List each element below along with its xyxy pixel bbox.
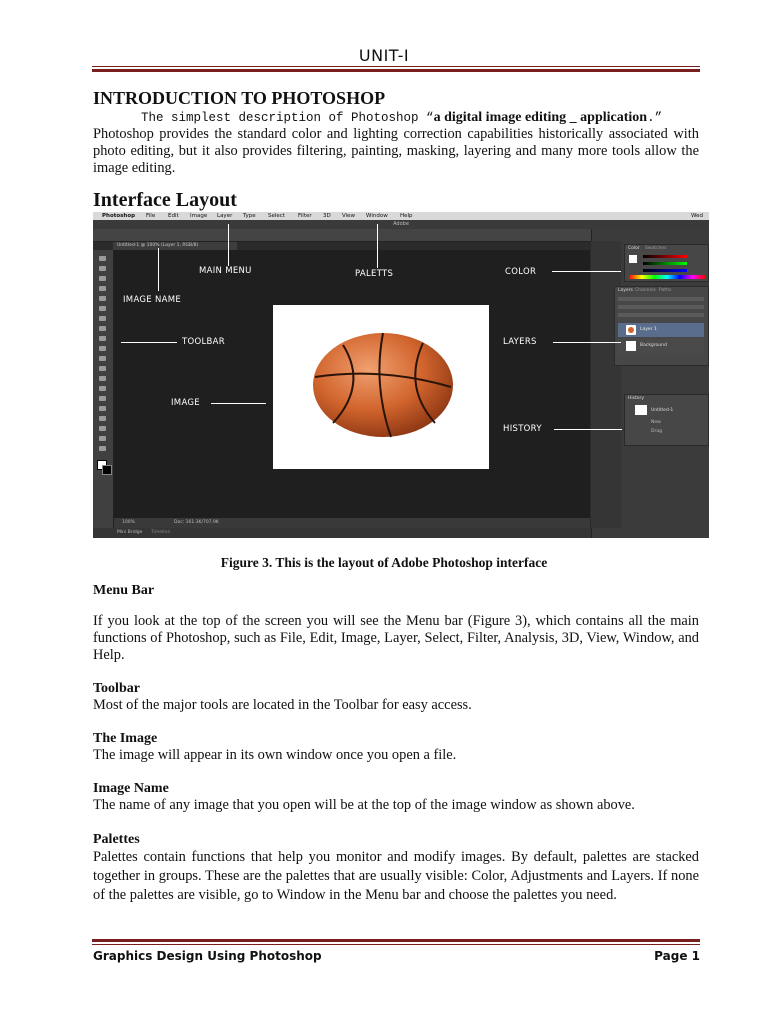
ps-tab-timeline: Timeline — [151, 530, 171, 535]
history-pointer-line — [554, 429, 622, 430]
interface-heading: Interface Layout — [93, 189, 237, 211]
palettes-body: Palettes contain functions that help you monitor and modify images. By default, palettes are stacked together in groups. These are the palettes that are usually visible: Color, Adjustments and Layers. If none of the palettes are visible, go to Window in the Menu bar and choose the palettes you need. — [93, 849, 699, 903]
intro-heading: INTRODUCTION TO PHOTOSHOP — [93, 88, 386, 108]
color-ramp — [629, 275, 705, 279]
layers-filter-row — [618, 297, 704, 301]
intro-lead-bold: a digital image editing _ application — [433, 110, 648, 125]
quick-select-tool-icon — [99, 286, 106, 291]
red-slider — [643, 255, 687, 258]
intro-lead — [93, 109, 699, 127]
ps-tab-mini-bridge: Mini Bridge — [117, 530, 143, 535]
ps-menu-view: View — [342, 213, 356, 219]
footer-rule-thin — [92, 944, 700, 945]
background-layer-label: Background — [640, 343, 667, 348]
image-name-body: The name of any image that you open will be at the top of the image window as shown above. — [93, 797, 635, 813]
paths-tab: Paths — [659, 288, 672, 293]
ps-menubar — [93, 212, 709, 220]
healing-tool-icon — [99, 316, 106, 321]
basketball-image — [273, 305, 489, 469]
image-annotation: IMAGE — [171, 398, 200, 408]
ps-menu-edit: Edit — [168, 213, 179, 219]
eraser-tool-icon — [99, 356, 106, 361]
layers-panel — [614, 286, 709, 366]
history-snapshot-thumbnail — [635, 405, 647, 415]
brush-tool-icon — [99, 326, 106, 331]
history-step-new: New — [651, 420, 661, 425]
lasso-tool-icon — [99, 276, 106, 281]
footer-page-number: Page 1 — [654, 949, 700, 963]
toolbar-heading: Toolbar — [93, 681, 140, 696]
menu-bar-body: If you look at the top of the screen you will see the Menu bar (Figure 3), which contains all the main functions of Photoshop, such as File, Edit, Image, Layer, Select, Filter, Analysis, 3D, View, Window, and Help. — [93, 613, 699, 663]
document-canvas — [273, 305, 489, 469]
ps-menu-3d: 3D — [323, 213, 331, 219]
green-slider — [643, 262, 687, 265]
image-name-pointer-line — [158, 248, 159, 291]
ps-window-title: Adobe — [93, 220, 709, 229]
marquee-tool-icon — [99, 266, 106, 271]
history-step-drag: Drag — [651, 429, 662, 434]
ps-status-bar — [114, 518, 590, 528]
image-pointer-line — [211, 403, 266, 404]
layer1-label: Layer 1 — [640, 327, 657, 332]
ps-menu-select: Select — [268, 213, 285, 219]
ps-toolbar — [93, 250, 114, 538]
intro-lead-end: .” — [647, 111, 663, 125]
header-rule-thick — [92, 69, 700, 72]
ps-menu-image: Image — [190, 213, 208, 219]
blue-slider — [643, 269, 687, 272]
layers-pointer-line — [553, 342, 621, 343]
eyedropper-tool-icon — [99, 306, 106, 311]
color-panel-swatch — [629, 255, 637, 263]
color-panel — [624, 244, 709, 282]
channels-tab: Channels — [635, 288, 656, 293]
history-snapshot-label: Untitled-1 — [651, 408, 674, 413]
palettes-annotation: PALETTS — [355, 269, 394, 279]
footer-rule-thick — [92, 939, 700, 942]
image-name-heading: Image Name — [93, 781, 169, 796]
layer1-thumbnail — [626, 325, 636, 335]
color-annotation: COLOR — [505, 267, 537, 277]
intro-body: Photoshop provides the standard color and lighting correction capabilities historically associated with photo editing, but it also provides filtering, painting, masking, layering and many more tools allow the image editing. — [93, 126, 699, 176]
toolbar-body: Most of the major tools are located in the Toolbar for easy access. — [93, 697, 472, 713]
toolbar-annotation: TOOLBAR — [182, 337, 225, 347]
main-menu-pointer-line — [228, 224, 229, 266]
menu-bar-heading: Menu Bar — [93, 583, 155, 598]
dodge-tool-icon — [99, 386, 106, 391]
palettes-pointer-line — [377, 224, 378, 268]
figure-caption: Figure 3. This is the layout of Adobe Photoshop interface — [220, 555, 548, 570]
the-image-body: The image will appear in its own window once you open a file. — [93, 747, 457, 763]
ps-menu-clock: Wed — [691, 213, 703, 219]
layers-blend-row — [618, 305, 704, 309]
layers-lock-row — [618, 313, 704, 317]
layer-row-layer1 — [618, 323, 704, 337]
zoom-tool-icon — [99, 446, 106, 451]
blur-tool-icon — [99, 376, 106, 381]
stamp-tool-icon — [99, 336, 106, 341]
ps-menu-window: Window — [366, 213, 388, 219]
ps-panel-icon-strip — [591, 241, 621, 528]
shape-tool-icon — [99, 426, 106, 431]
intro-lead-text: The simplest description of Photoshop “ — [141, 111, 434, 125]
ps-doc-tab: Untitled-1 @ 100% (Layer 1, RGB/8) — [113, 242, 237, 250]
background-thumbnail — [626, 341, 636, 351]
ps-menu-app: Photoshop — [102, 213, 136, 219]
path-select-tool-icon — [99, 416, 106, 421]
ps-menu-file: File — [146, 213, 156, 219]
footer-course-title: Graphics Design Using Photoshop — [93, 949, 322, 963]
layers-annotation: LAYERS — [503, 337, 537, 347]
unit-title: UNIT-I — [358, 46, 410, 65]
ps-menu-help: Help — [400, 213, 413, 219]
header-rule-thin — [92, 66, 700, 67]
palettes-heading: Palettes — [93, 832, 140, 847]
move-tool-icon — [99, 256, 106, 261]
history-tab: History — [628, 396, 645, 401]
toolbar-pointer-line — [121, 342, 177, 343]
ps-menu-layer: Layer — [217, 213, 233, 219]
type-tool-icon — [99, 406, 106, 411]
history-annotation: HISTORY — [503, 424, 542, 434]
photoshop-screenshot — [93, 212, 709, 538]
the-image-heading: The Image — [93, 731, 158, 746]
history-panel — [624, 394, 709, 446]
crop-tool-icon — [99, 296, 106, 301]
swatches-panel-tab: Swatches — [645, 246, 667, 251]
ps-menu-filter: Filter — [298, 213, 312, 219]
ps-menu-type: Type — [243, 213, 256, 219]
ps-doc-size: Doc: 161.3K/707.9K — [174, 520, 219, 525]
layers-tab: Layers — [618, 288, 633, 293]
hand-tool-icon — [99, 436, 106, 441]
color-panel-tab: Color — [628, 246, 640, 251]
ps-zoom-level: 100% — [122, 520, 135, 525]
layer-row-background — [618, 339, 704, 353]
color-pointer-line — [552, 271, 621, 272]
gradient-tool-icon — [99, 366, 106, 371]
history-brush-tool-icon — [99, 346, 106, 351]
main-menu-annotation: MAIN MENU — [199, 266, 252, 276]
background-color-swatch — [102, 465, 112, 475]
image-name-annotation: IMAGE NAME — [123, 295, 182, 305]
pen-tool-icon — [99, 396, 106, 401]
